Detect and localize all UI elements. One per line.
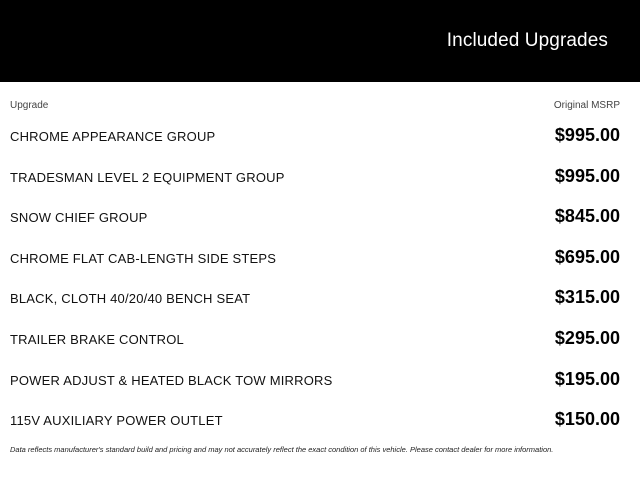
table-row — [0, 201, 640, 231]
table-row — [0, 282, 640, 312]
upgrade-name: BLACK, CLOTH 40/20/40 BENCH SEAT — [10, 291, 251, 306]
upgrade-name: 115V AUXILIARY POWER OUTLET — [10, 413, 223, 428]
upgrade-name: TRADESMAN LEVEL 2 EQUIPMENT GROUP — [10, 170, 285, 185]
upgrade-price: $195.00 — [554, 369, 620, 389]
table-row — [0, 161, 640, 191]
upgrade-price: $295.00 — [554, 328, 620, 348]
upgrade-price: $845.00 — [554, 206, 620, 226]
column-header-upgrade: Upgrade — [10, 100, 49, 111]
upgrade-name: POWER ADJUST & HEATED BLACK TOW MIRRORS — [10, 373, 333, 388]
table-row — [0, 364, 640, 394]
table-row — [0, 404, 640, 434]
upgrade-name: CHROME APPEARANCE GROUP — [10, 129, 216, 144]
upgrade-price: $995.00 — [554, 125, 620, 145]
upgrade-name: CHROME FLAT CAB-LENGTH SIDE STEPS — [10, 251, 277, 266]
table-row — [0, 242, 640, 272]
upgrade-price: $695.00 — [554, 247, 620, 267]
page-title: Included Upgrades — [446, 30, 608, 51]
header-bar — [0, 0, 640, 82]
upgrade-price: $150.00 — [554, 409, 620, 429]
upgrade-price: $315.00 — [554, 287, 620, 307]
upgrade-name: TRAILER BRAKE CONTROL — [10, 332, 184, 347]
upgrade-name: SNOW CHIEF GROUP — [10, 210, 148, 225]
column-header-msrp: Original MSRP — [553, 100, 620, 111]
table-row — [0, 120, 640, 150]
upgrade-price: $995.00 — [554, 166, 620, 186]
table-row — [0, 323, 640, 353]
disclaimer-text: Data reflects manufacturer's standard build and pricing and may not accurately reflect the exact condition of this vehicle. Please contact dealer for more information. — [10, 445, 554, 454]
